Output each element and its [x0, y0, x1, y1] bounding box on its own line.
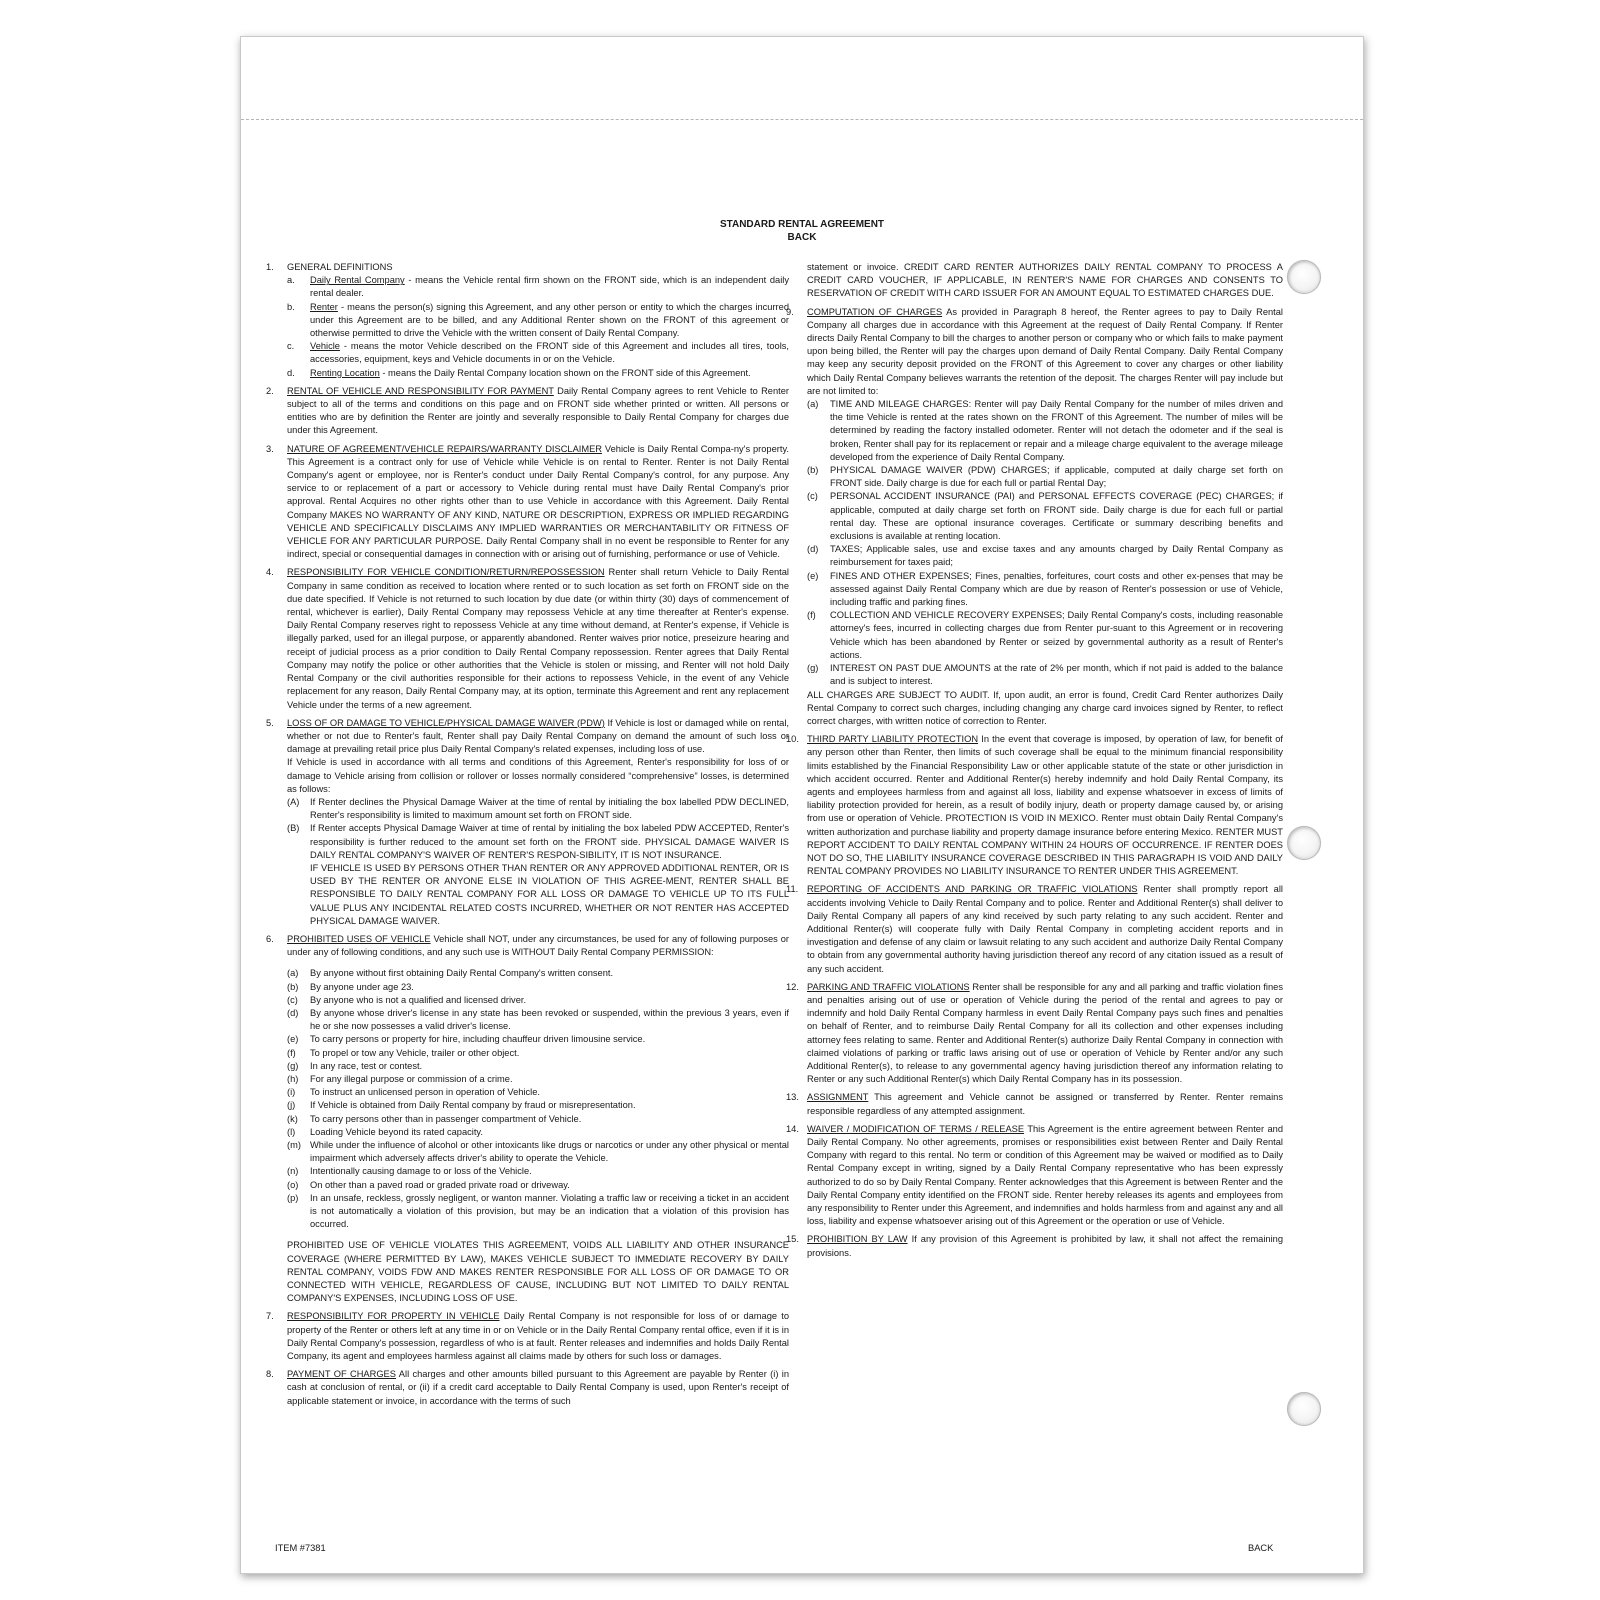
section-heading: THIRD PARTY LIABILITY PROTECTION — [807, 734, 979, 745]
item-label: (f) — [807, 610, 816, 621]
item-text: If Vehicle is obtained from Daily Rental company by fraud or misrepresentation. — [310, 1100, 636, 1111]
item-label: (g) — [287, 1060, 299, 1071]
list-item — [287, 796, 789, 822]
item-label: a. — [287, 275, 295, 286]
item-text: To carry persons other than in passenger compartment of Vehicle. — [310, 1113, 582, 1124]
section-number: 6. — [266, 933, 274, 944]
list-item — [807, 609, 1283, 662]
defined-term: Renter — [310, 301, 338, 312]
document-page — [240, 36, 1364, 1574]
section-heading: NATURE OF AGREEMENT/VEHICLE REPAIRS/WARRANTY DISCLAIMER — [287, 443, 603, 454]
section-number: 4. — [266, 567, 274, 578]
punch-hole-top — [1287, 260, 1321, 294]
document-title-block — [241, 218, 1363, 244]
item-text: To propel or tow any Vehicle, trailer or other object. — [310, 1047, 520, 1058]
list-item — [287, 994, 789, 1007]
item-text: In any race, test or contest. — [310, 1060, 423, 1071]
item-text: If Renter accepts Physical Damage Waiver at time of rental by initialing the box labeled PDW ACCEPTED, Renter's responsibility is further reduced to the amount set forth on the FRONT side. PHYSICAL DAMAGE WAIVER IS DAILY RENTAL COMPANY'S WAIVER OF RENTER'S RESPON-SIBILITY, IT IS NOT INSURANCE. — [310, 823, 789, 860]
list-item — [287, 822, 789, 928]
section-heading: REPORTING OF ACCIDENTS AND PARKING OR TRAFFIC VIOLATIONS — [807, 884, 1138, 895]
section-heading: RENTAL OF VEHICLE AND RESPONSIBILITY FOR PAYMENT — [287, 385, 554, 396]
section-number: 9. — [786, 306, 794, 317]
item-label: (n) — [287, 1166, 299, 1177]
section-heading: RESPONSIBILITY FOR PROPERTY IN VEHICLE — [287, 1311, 500, 1322]
section-text: This agreement and Vehicle cannot be assigned or transferred by Renter. Renter remains responsible regardless of any attempted assignment. — [807, 1092, 1283, 1116]
item-text: On other than a paved road or graded private road or driveway. — [310, 1179, 570, 1190]
section-number: 2. — [266, 385, 274, 396]
item-label: (b) — [287, 981, 299, 992]
item-label: (l) — [287, 1126, 296, 1137]
section-text: statement or invoice. CREDIT CARD RENTER AUTHORIZES DAILY RENTAL COMPANY TO PROCESS A CREDIT CARD VOUCHER, IF APPLICABLE, IN RENTER'S NAME FOR CHARGES AND CONSENTS TO RESERVATION OF CREDIT WITH CARD ISSUER FOR AN AMOUNT EQUAL TO ESTIMATED CHARGES DUE. — [807, 262, 1283, 299]
item-label: (h) — [287, 1073, 299, 1084]
section-8 — [261, 1368, 789, 1408]
section-number: 11. — [786, 884, 799, 895]
section-12 — [781, 981, 1283, 1087]
list-item — [287, 1060, 789, 1073]
section-3 — [261, 443, 789, 562]
section-heading: PROHIBITION BY LAW — [807, 1234, 908, 1245]
item-label: (j) — [287, 1100, 296, 1111]
section-number: 14. — [786, 1123, 799, 1134]
footer-item-number: ITEM #7381 — [275, 1543, 326, 1553]
section-number: 1. — [266, 262, 274, 272]
list-item — [807, 398, 1283, 464]
section-number: 12. — [786, 981, 799, 992]
section-text: If any provision of this Agreement is prohibited by law, it shall not affect the remaining provisions. — [807, 1234, 1283, 1258]
section-number: 8. — [266, 1369, 274, 1380]
section-14 — [781, 1123, 1283, 1229]
item-text: By anyone under age 23. — [310, 981, 414, 992]
section-text: If Vehicle is used in accordance with all terms and conditions of this Agreement, Renter's responsibility for loss of or damage to Vehicle arising from collision or rollover or losses normally considered “comprehensive” losses, is determined as follows: — [287, 757, 789, 794]
item-label: (B) — [287, 823, 300, 834]
item-text: To instruct an unlicensed person in operation of Vehicle. — [310, 1087, 540, 1098]
section-number: 5. — [266, 717, 274, 728]
section-11 — [781, 883, 1283, 975]
item-label: (c) — [287, 994, 298, 1005]
defined-term: Vehicle — [310, 341, 340, 352]
right-column — [781, 261, 1283, 1265]
definition-text: - means the person(s) signing this Agreement, and any other person or entity to which the charges incurred under this Agreement are to be billed, and any Additional Renter shown on the FRONT of this agreement or otherwise permitted to drive the Vehicle with the written consent of Daily Rental Company. — [310, 301, 789, 339]
item-label: (e) — [807, 570, 819, 581]
section-8-continued — [781, 261, 1283, 301]
defined-term: Renting Location — [310, 367, 380, 378]
list-item — [287, 1007, 789, 1033]
section-number: 15. — [786, 1234, 799, 1245]
punch-hole-middle — [1287, 826, 1321, 860]
section-number: 7. — [266, 1311, 274, 1322]
section-5 — [261, 717, 789, 928]
section-13 — [781, 1091, 1283, 1117]
item-label: (i) — [287, 1087, 296, 1098]
section-text: All charges and other amounts billed pursuant to this Agreement are payable by Renter (i) in cash at conclusion of rental, or (ii) if a credit card acceptable to Daily Rental Company is used, upon Renter's receipt of applicable statement or invoice, in accordance with the terms of such — [287, 1369, 789, 1406]
section-heading: PROHIBITED USES OF VEHICLE — [287, 933, 431, 944]
section-number: 10. — [786, 734, 799, 745]
section-text: Vehicle shall NOT, under any circumstances, be used for any of following purposes or under any of following conditions, and any such use is WITHOUT Daily Rental Company PERMISSION: — [287, 933, 789, 958]
punch-hole-bottom — [1287, 1392, 1321, 1426]
document-subtitle: BACK — [787, 232, 817, 243]
definition-item — [287, 340, 789, 366]
item-label: (A) — [287, 796, 300, 807]
section-heading: COMPUTATION OF CHARGES — [807, 306, 943, 317]
item-text: For any illegal purpose or commission of a crime. — [310, 1073, 513, 1084]
section-heading: WAIVER / MODIFICATION OF TERMS / RELEASE — [807, 1123, 1025, 1134]
section-text: Daily Rental Company is not responsible for loss of or damage to property of the Renter or others left at any time in or on Vehicle or in the Daily Rental Company rental office, even if it is in Daily Rental Company's possession, regardless of who is at fault. Renter releases and indemnifies and holds Daily Rental Company, its agent and employees harmless against all claims made by others for such loss or damages. — [287, 1311, 790, 1362]
section-text: Renter shall promptly report all accidents involving Vehicle to Daily Rental Company and to police. Renter and Additional Renter(s) shall deliver to Daily Rental Company all papers of any kind received by such party relating to any such accident. Renter and Additional Renter(s) will cooperate fully with Daily Rental Company in completing accident reports and in investigation and defense of any claim or lawsuit relating to any such accident and authorize Daily Rental Company to obtain from any governmental authority having jurisdiction thereof any record of any citation issued as a result of any such accident. — [807, 884, 1283, 974]
section-heading: GENERAL DEFINITIONS — [287, 262, 393, 272]
list-item — [287, 981, 789, 994]
section-number: 3. — [266, 443, 274, 454]
list-item — [287, 1139, 789, 1165]
item-text: INTEREST ON PAST DUE AMOUNTS at the rate of 2% per month, which if not paid is added to the balance and is subject to interest. — [830, 663, 1283, 687]
section-1 — [261, 261, 789, 380]
definition-text: - means the Daily Rental Company location shown on the FRONT side of this Agreement. — [379, 367, 751, 378]
item-label: (d) — [807, 544, 819, 555]
item-text-continued: IF VEHICLE IS USED BY PERSONS OTHER THAN RENTER OR ANY APPROVED ADDITIONAL RENTER, OR IS USED BY THE RENTER OR ANYONE ELSE IN VIOLATION OF THIS AGREE-MENT, RENTER SHALL BE RESPONSIBLE TO DAILY RENTAL COMPANY FOR ALL LOSS OR DAMAGE TO VEHICLE UP TO ITS FULL VALUE PLUS ANY INCIDENTAL RELATED COSTS INCURRED, WHETHER OR NOT RENTER HAS ACCEPTED PHYSICAL DAMAGE WAIVER. — [310, 862, 789, 926]
section-text: If Vehicle is lost or damaged while on rental, whether or not due to Renter's fault, Renter shall pay Daily Rental Company on demand the amount of such loss or damage at prevailing retail price plus Daily Rental Company's related expenses, including loss of use. — [287, 717, 789, 755]
list-item — [807, 490, 1283, 543]
list-item — [807, 464, 1283, 490]
item-text: By anyone without first obtaining Daily Rental Company's written consent. — [310, 968, 614, 979]
item-label: (d) — [287, 1007, 299, 1018]
document-title: STANDARD RENTAL AGREEMENT — [719, 219, 885, 230]
section-closing: PROHIBITED USE OF VEHICLE VIOLATES THIS AGREEMENT, VOIDS ALL LIABILITY AND OTHER INSURANCE COVERAGE (WHERE PERMITTED BY LAW), MAKES VEHICLE SUBJECT TO IMMEDIATE RECOVERY BY DAILY RENTAL COMPANY, VOIDS FDW AND MAKES RENTER RESPONSIBLE FOR ALL LOSS OF OR DAMAGE TO OR CONNECTED WITH VEHICLE, REGARDLESS OF CAUSE, INCLUDING BUT NOT LIMITED TO DAILY RENTAL COMPANY'S EXPENSES, INCLUDING LOSS OF USE. — [287, 1240, 789, 1304]
section-text: In the event that coverage is imposed, by operation of law, for benefit of any person other than Renter, then limits of such coverage shall be equal to the minimum financial responsibility limits established by the Financial Responsibility Law or other applicable statute of the state or other jurisdiction in which accident occurred. Renter and Additional Renter(s) hereby indemnify and hold Daily Rental Company, its agents and employees harmless from and against all loss, liability and expense whatsoever in excess of limits of liability protection provided for herein, as a result of bodily injury, death or property damage caused by, or arising from use or operation of Vehicle. PROTECTION IS VOID IN MEXICO. Renter must obtain Daily Rental Company's written authorization and purchase liability and property damage insurance before entering Mexico. RENTER MUST REPORT ACCIDENT TO DAILY RENTAL COMPANY WITHIN 24 HOURS OF OCCURRENCE. IF RENTER DOES NOT DO SO, THE LIABILITY INSURANCE COVERAGE DESCRIBED IN THIS PARAGRAPH IS VOID AND DAILY RENTAL COMPANY PROVIDES NO LIABILITY INSURANCE TO RENTER UNDER THIS AGREEMENT. — [807, 734, 1283, 877]
section-15 — [781, 1233, 1283, 1259]
footer-side-label: BACK — [1248, 1543, 1274, 1553]
list-item — [287, 1126, 789, 1139]
section-10 — [781, 733, 1283, 878]
section-heading: ASSIGNMENT — [807, 1092, 869, 1103]
item-text: To carry persons or property for hire, including chauffeur driven limousine service. — [310, 1034, 646, 1045]
definition-text: - means the motor Vehicle described on the FRONT side of this Agreement and includes all tires, tools, accessories, equipment, keys and Vehicle documents in or on the Vehicle. — [310, 341, 789, 365]
section-closing: ALL CHARGES ARE SUBJECT TO AUDIT. If, upon audit, an error is found, Credit Card Renter authorizes Daily Rental Company to correct such charges, including changing any charge card invoices signed by Renter, to reflect correct charges, with written notice of correction to Renter. — [807, 689, 1283, 726]
item-text: By anyone who is not a qualified and licensed driver. — [310, 994, 527, 1005]
section-9 — [781, 306, 1283, 729]
item-text: If Renter declines the Physical Damage Waiver at the time of rental by initialing the box labelled PDW DECLINED, Renter's responsibility is limited to maximum amount set forth on FRONT side. — [310, 796, 789, 821]
list-item — [287, 1086, 789, 1099]
section-text: Vehicle is Daily Rental Compa-ny's property. This Agreement is a contract only for use of Vehicle while Vehicle is on rental to Renter. Renter is not Daily Rental Company's agent or employee, nor is Renter's conduct under Daily Rental Company's control, for any purpose. Any service to or replacement of a part or accessory to Vehicle during rental must have Daily Rental Company's prior approval. Rental Acquires no other rights other than to use Vehicle in accordance with this Agreement. Daily Rental Company MAKES NO WARRANTY OF ANY KIND, NATURE OR DESCRIPTION, EXPRESS OR IMPLIED REGARDING VEHICLE AND SPECIFICALLY DISCLAIMS ANY IMPLIED WARRANTIES OR MERCHANTABILITY OR FITNESS OF VEHICLE FOR ANY PARTICULAR PURPOSE. Daily Rental Company shall in no event be responsible to Renter for any indirect, special or consequential damages in connection with or arising out of furnishing, performance or use of Vehicle. — [287, 443, 789, 560]
section-4 — [261, 566, 789, 711]
section-heading: RESPONSIBILITY FOR VEHICLE CONDITION/RETURN/REPOSSESSION — [287, 567, 605, 578]
left-column — [261, 261, 789, 1413]
list-item — [287, 1179, 789, 1192]
list-item — [287, 1073, 789, 1086]
section-text: As provided in Paragraph 8 hereof, the Renter agrees to pay to Daily Rental Company all charges due in accordance with this Agreement at the request of Daily Rental Company. If Renter directs Daily Rental Company to bill the charges to another person or company who or which fails to make payment upon being billed, the Renter will pay the charges upon demand of Daily Rental Company. Daily Rental Company may keep any security deposit provided on the FRONT of this Agreement to cover any charges or other liability which Daily Rental Company believes warrants the retention of the deposit. The charges Renter will pay include but are not limited to: — [807, 306, 1283, 396]
list-item — [287, 1192, 789, 1232]
list-item — [287, 1113, 789, 1126]
item-label: d. — [287, 367, 295, 378]
item-text: FINES AND OTHER EXPENSES; Fines, penalties, forfeitures, court costs and other ex-penses that may be assessed against Daily Rental Company which are due by reason of Renter's possession or use of Vehicle, including traffic and parking fines. — [830, 570, 1283, 608]
item-label: (b) — [807, 465, 819, 476]
section-text: Renter shall return Vehicle to Daily Rental Company in same condition as received to location where rented or to such location as set forth on FRONT side on the due date specified. If Vehicle is not returned to such location by due date (or within thirty (30) days of commencement of rental, whichever is earlier), Daily Rental Company may repossess Vehicle at any time thereafter at Renter's expense. Daily Rental Company reserves right to repossess Vehicle at any time without demand, at Renter's expense, if Vehicle is illegally parked, used for an illegal purpose, or apparently abandoned. Renter waives prior notice, preseizure hearing and receipt of judicial process as a prior condition to Daily Rental Company repossession. Renter agrees that Daily Rental Company may notify the police or other authorities that the Vehicle is stolen or missing, and Renter will not hold Daily Rental Company or the civil authorities responsible for their actions to repossess Vehicle, in the event of any Vehicle replacement for any reason, Daily Rental Company may, at its option, terminate this Agreement and rent any replacement Vehicle under the terms of a new agreement. — [287, 567, 789, 710]
item-text: While under the influence of alcohol or other intoxicants like drugs or narcotics or under any other physical or mental impairment which adversely affects driver's ability to operate the Vehicle. — [310, 1140, 789, 1164]
list-item — [807, 543, 1283, 569]
section-heading: PARKING AND TRAFFIC VIOLATIONS — [807, 981, 970, 992]
list-item — [287, 1165, 789, 1178]
list-item — [287, 1033, 789, 1046]
item-label: (p) — [287, 1192, 299, 1203]
section-heading: LOSS OF OR DAMAGE TO VEHICLE/PHYSICAL DAMAGE WAIVER (PDW) — [287, 717, 605, 728]
item-label: (c) — [807, 491, 818, 502]
definition-text: - means the Vehicle rental firm shown on the FRONT side, which is an independent daily rental dealer. — [310, 275, 790, 299]
item-text: TAXES; Applicable sales, use and excise taxes and any amounts charged by Daily Rental Company as reimbursement for taxes paid; — [830, 544, 1283, 568]
item-text: COLLECTION AND VEHICLE RECOVERY EXPENSES; Daily Rental Company's costs, including reasonable attorney's fees, incurred in collecting charges due from Renter pur-suant to this Agreement or in recovering Vehicle which has been abandoned by Renter or seized by governmental authority as a result of Renter's actions. — [830, 610, 1283, 660]
section-heading: PAYMENT OF CHARGES — [287, 1369, 396, 1380]
section-6 — [261, 933, 789, 1305]
definition-item — [287, 301, 789, 341]
item-text: Loading Vehicle beyond its rated capacity. — [310, 1126, 483, 1137]
definition-item — [287, 367, 789, 380]
definition-item — [287, 274, 789, 300]
list-item — [807, 662, 1283, 688]
list-item — [287, 1099, 789, 1112]
item-text: PHYSICAL DAMAGE WAIVER (PDW) CHARGES; if applicable, computed at daily charge set forth on FRONT side. Daily charge is due for each full or partial Rental Day; — [830, 465, 1283, 489]
item-label: (e) — [287, 1034, 299, 1045]
item-label: (a) — [287, 968, 299, 979]
item-label: c. — [287, 341, 295, 352]
perforation-line — [241, 119, 1363, 120]
section-text: This Agreement is the entire agreement between Renter and Daily Rental Company. No other agreements, promises or responsibilities exist between Renter and Daily Rental Company with regard to this rental. No term or condition of this Agreement may be waived or modified as to Daily Rental Company except in writing, signed by a Daily Rental Company representative who has been expressly authorized to do so by Daily Rental Company. Renter acknowledges that this Agreement is between Renter and the Daily Rental Company entity identified on the FRONT side. Renter hereby releases its agents and employees from any responsibility to Renter under this Agreement, and indemnifies and holds harmless from and against any and all loss, liability and expense whatsoever arising out of this Agreement or the operation or use of Vehicle. — [807, 1123, 1283, 1227]
list-item — [287, 1047, 789, 1060]
defined-term: Daily Rental Company — [310, 275, 405, 286]
item-text: PERSONAL ACCIDENT INSURANCE (PAI) and PERSONAL EFFECTS COVERAGE (PEC) CHARGES; if applicable, computed at daily charge set forth on FRONT side. Daily charge is due for each full or partial rental day. These are optional insurance coverages. Certificate or summary describing benefits and exclusions is available at renting location. — [830, 491, 1283, 542]
item-text: By anyone whose driver's license in any state has been revoked or suspended, within the previous 3 years, even if he or she now possesses a valid driver's license. — [310, 1007, 789, 1032]
item-label: (f) — [287, 1047, 296, 1058]
section-2 — [261, 385, 789, 438]
item-label: (g) — [807, 663, 819, 674]
item-text: In an unsafe, reckless, grossly negligent, or wanton manner. Violating a traffic law or receiving a ticket in an accident is not automatically a violation of this provision, but may be an indication that a violation of this provision has occurred. — [310, 1192, 789, 1230]
item-label: (a) — [807, 399, 819, 410]
list-item — [287, 967, 789, 980]
item-label: b. — [287, 301, 295, 312]
item-label: (m) — [287, 1140, 301, 1150]
section-text: Daily Rental Company agrees to rent Vehicle to Renter subject to all of the terms and conditions on this page and on FRONT side whether printed or written. All persons or entities who are by definition the Renter are jointly and severally responsible to Daily Rental Company for charges due under this Agreement. — [287, 385, 789, 436]
section-text: Renter shall be responsible for any and all parking and traffic violation fines and penalties arising out of use or operation of Vehicle during the period of the rental and agrees to pay or indemnify and hold Daily Rental Company harmless in event Daily Rental Company pays such fines and penalties on behalf of Renter, and to reimburse Daily Rental Company for all its collection and other expenses including attorney fees relating to same. Renter and Additional Renter(s) authorize Daily Rental Company in connection with claimed violations of parking or traffic laws arising out of use or operation of Vehicle by Renter and/or any such Additional Renter(s), to release to any governmental agency having jurisdiction thereof any information relating to Renter or any such Additional Renter(s) which Daily Rental Company has in its possession. — [807, 981, 1283, 1085]
item-label: (o) — [287, 1179, 299, 1190]
item-label: (k) — [287, 1113, 298, 1124]
item-text: Intentionally causing damage to or loss of the Vehicle. — [310, 1166, 532, 1177]
section-7 — [261, 1310, 789, 1363]
list-item — [807, 570, 1283, 610]
item-text: TIME AND MILEAGE CHARGES: Renter will pay Daily Rental Company for the number of miles driven and the time Vehicle is rented at the rates shown on the FRONT of this Agreement. The number of miles will be determined by reading the factory installed odometer. Renter will not detach the odometer and if the seal is broken, Renter shall pay for its replacement or repair and a mileage charge equivalent to the average mileage developed from the experience of Daily Rental Company. — [830, 399, 1283, 462]
section-number: 13. — [786, 1092, 799, 1103]
